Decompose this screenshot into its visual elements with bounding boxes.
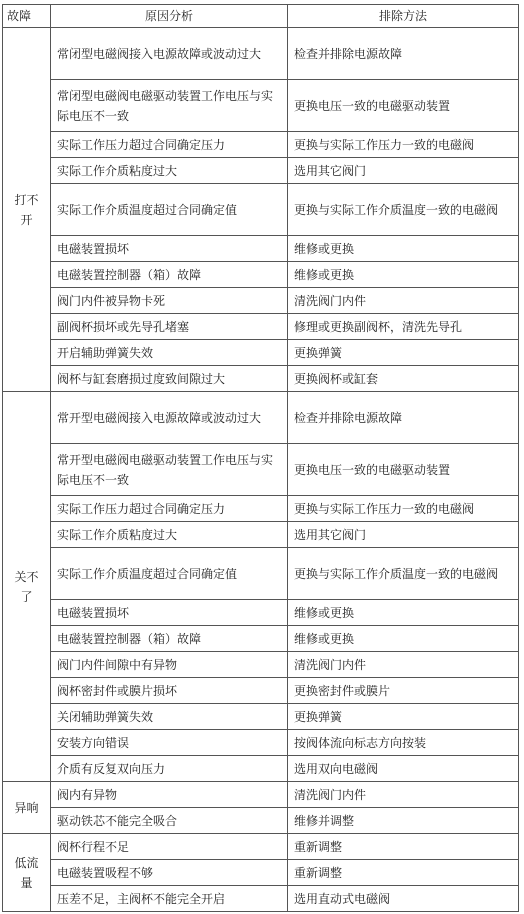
table-row bbox=[3, 340, 519, 366]
table-row bbox=[3, 782, 519, 808]
table-row bbox=[3, 80, 519, 132]
cause-cell: 常开型电磁阀接入电源故障或波动过大 bbox=[51, 392, 288, 444]
table-row bbox=[3, 28, 519, 80]
table-row bbox=[3, 600, 519, 626]
table-row bbox=[3, 834, 519, 860]
cause-cell: 电磁装置控制器（箱）故障 bbox=[51, 626, 288, 652]
cause-cell: 电磁装置吸程不够 bbox=[51, 860, 288, 886]
cause-cell: 电磁装置控制器（箱）故障 bbox=[51, 262, 288, 288]
table-row bbox=[3, 548, 519, 600]
solution-cell: 重新调整 bbox=[288, 860, 519, 886]
cause-cell: 安装方向错误 bbox=[51, 730, 288, 756]
solution-cell: 更换弹簧 bbox=[288, 340, 519, 366]
solution-cell: 更换电压一致的电磁驱动装置 bbox=[288, 80, 519, 132]
cause-cell: 实际工作压力超过合同确定压力 bbox=[51, 496, 288, 522]
cause-cell: 阀门内件被异物卡死 bbox=[51, 288, 288, 314]
solution-cell: 选用其它阀门 bbox=[288, 158, 519, 184]
solution-cell: 更换与实际工作压力一致的电磁阀 bbox=[288, 132, 519, 158]
cause-cell: 介质有反复双向压力 bbox=[51, 756, 288, 782]
solution-cell: 检查并排除电源故障 bbox=[288, 392, 519, 444]
cause-cell: 常闭型电磁阀接入电源故障或波动过大 bbox=[51, 28, 288, 80]
table-row bbox=[3, 184, 519, 236]
table-row bbox=[3, 626, 519, 652]
solution-cell: 按阀体流向标志方向按装 bbox=[288, 730, 519, 756]
fault-category: 关不了 bbox=[3, 392, 51, 782]
header-row bbox=[3, 5, 519, 28]
cause-cell: 驱动铁芯不能完全吸合 bbox=[51, 808, 288, 834]
cause-cell: 实际工作介质粘度过大 bbox=[51, 158, 288, 184]
solution-cell: 检查并排除电源故障 bbox=[288, 28, 519, 80]
table-row bbox=[3, 132, 519, 158]
table-row bbox=[3, 262, 519, 288]
cause-cell: 压差不足，主阀杯不能完全开启 bbox=[51, 886, 288, 912]
solution-cell: 维修并调整 bbox=[288, 808, 519, 834]
cause-cell: 阀内有异物 bbox=[51, 782, 288, 808]
troubleshooting-table bbox=[2, 4, 519, 912]
cause-cell: 电磁装置损坏 bbox=[51, 600, 288, 626]
solution-cell: 维修或更换 bbox=[288, 236, 519, 262]
solution-cell: 更换电压一致的电磁驱动装置 bbox=[288, 444, 519, 496]
solution-cell: 清洗阀门内件 bbox=[288, 782, 519, 808]
table-row bbox=[3, 730, 519, 756]
fault-category: 低流量 bbox=[3, 834, 51, 912]
table-row bbox=[3, 522, 519, 548]
solution-cell: 更换弹簧 bbox=[288, 704, 519, 730]
fault-category: 异响 bbox=[3, 782, 51, 834]
solution-cell: 维修或更换 bbox=[288, 626, 519, 652]
cause-cell: 阀门内件间隙中有异物 bbox=[51, 652, 288, 678]
table-row bbox=[3, 652, 519, 678]
solution-cell: 重新调整 bbox=[288, 834, 519, 860]
solution-cell: 更换与实际工作介质温度一致的电磁阀 bbox=[288, 548, 519, 600]
solution-cell: 选用其它阀门 bbox=[288, 522, 519, 548]
solution-cell: 更换与实际工作介质温度一致的电磁阀 bbox=[288, 184, 519, 236]
table-row bbox=[3, 314, 519, 340]
cause-cell: 阀杯密封件或膜片损坏 bbox=[51, 678, 288, 704]
cause-cell: 电磁装置损坏 bbox=[51, 236, 288, 262]
cause-cell: 开启辅助弹簧失效 bbox=[51, 340, 288, 366]
solution-cell: 选用直动式电磁阀 bbox=[288, 886, 519, 912]
solution-cell: 清洗阀门内件 bbox=[288, 652, 519, 678]
table-row bbox=[3, 704, 519, 730]
cause-cell: 常闭型电磁阀电磁驱动装置工作电压与实际电压不一致 bbox=[51, 80, 288, 132]
header-solution: 排除方法 bbox=[288, 5, 519, 28]
cause-cell: 关闭辅助弹簧失效 bbox=[51, 704, 288, 730]
table-row bbox=[3, 288, 519, 314]
cause-cell: 实际工作压力超过合同确定压力 bbox=[51, 132, 288, 158]
solution-cell: 更换密封件或膜片 bbox=[288, 678, 519, 704]
solution-cell: 更换阀杯或缸套 bbox=[288, 366, 519, 392]
cause-cell: 实际工作介质粘度过大 bbox=[51, 522, 288, 548]
cause-cell: 阀杯与缸套磨损过度致间隙过大 bbox=[51, 366, 288, 392]
fault-category: 打不开 bbox=[3, 28, 51, 392]
table-row bbox=[3, 444, 519, 496]
table-row bbox=[3, 756, 519, 782]
cause-cell: 副阀杯损坏或先导孔堵塞 bbox=[51, 314, 288, 340]
table-row bbox=[3, 496, 519, 522]
table-row bbox=[3, 158, 519, 184]
solution-cell: 维修或更换 bbox=[288, 600, 519, 626]
solution-cell: 修理或更换副阀杯，清洗先导孔 bbox=[288, 314, 519, 340]
solution-cell: 维修或更换 bbox=[288, 262, 519, 288]
header-cause: 原因分析 bbox=[51, 5, 288, 28]
table-row bbox=[3, 678, 519, 704]
table-row bbox=[3, 860, 519, 886]
cause-cell: 常开型电磁阀电磁驱动装置工作电压与实际电压不一致 bbox=[51, 444, 288, 496]
table-row bbox=[3, 392, 519, 444]
solution-cell: 清洗阀门内件 bbox=[288, 288, 519, 314]
cause-cell: 实际工作介质温度超过合同确定值 bbox=[51, 184, 288, 236]
table-row bbox=[3, 808, 519, 834]
header-fault: 故障 bbox=[3, 5, 51, 28]
solution-cell: 更换与实际工作压力一致的电磁阀 bbox=[288, 496, 519, 522]
solution-cell: 选用双向电磁阀 bbox=[288, 756, 519, 782]
table-row bbox=[3, 236, 519, 262]
table-row bbox=[3, 366, 519, 392]
cause-cell: 实际工作介质温度超过合同确定值 bbox=[51, 548, 288, 600]
cause-cell: 阀杯行程不足 bbox=[51, 834, 288, 860]
troubleshooting-table-container bbox=[2, 4, 518, 910]
table-row bbox=[3, 886, 519, 912]
